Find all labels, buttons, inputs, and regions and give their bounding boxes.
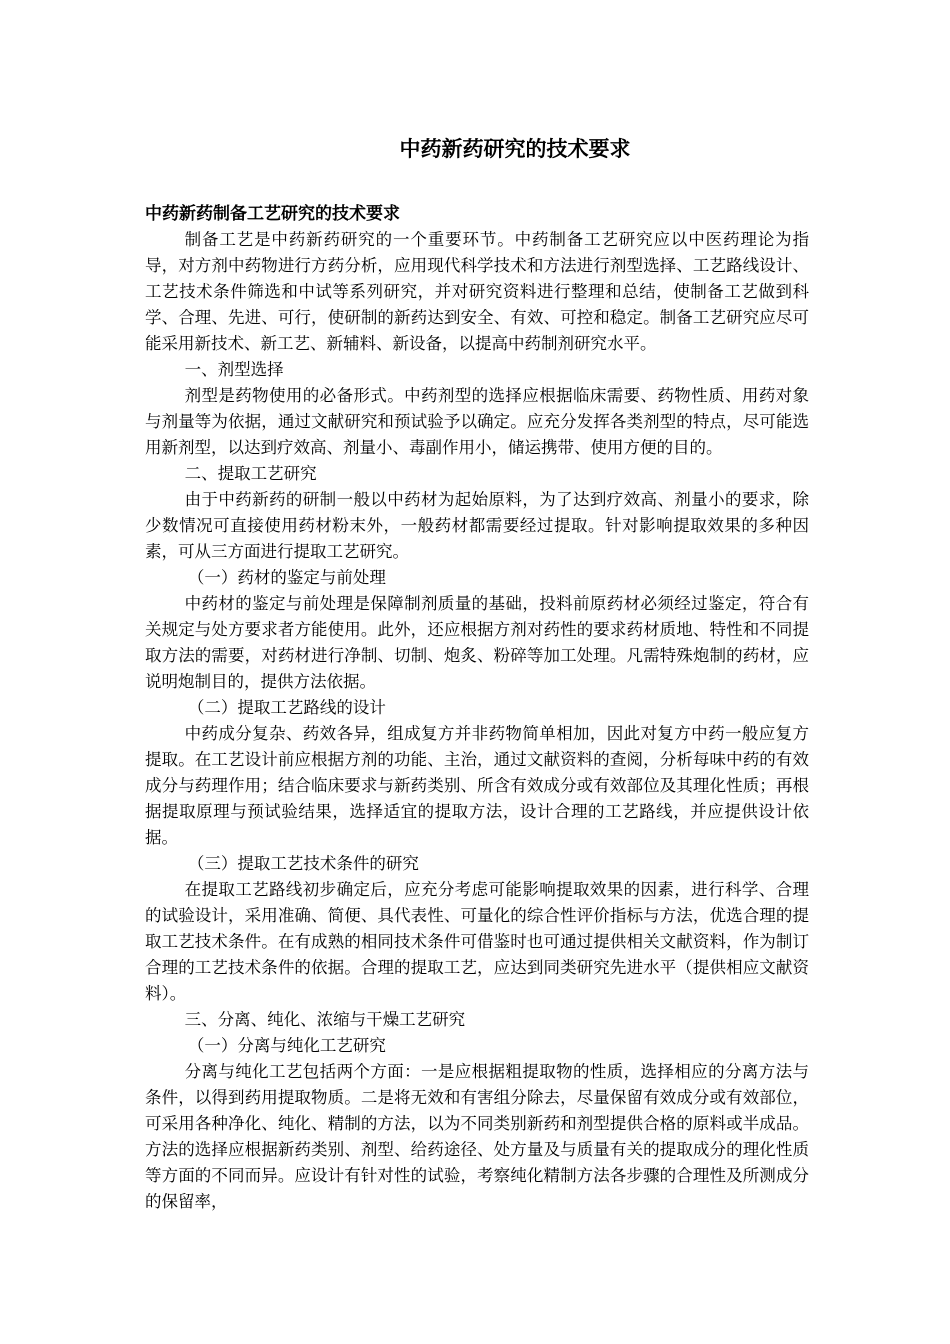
section-heading: 中药新药制备工艺研究的技术要求 [145, 204, 400, 224]
paragraph-separation-purification: 分离与纯化工艺包括两个方面：一是应根据粗提取物的性质，选择相应的分离方法与条件，以得到药用提取物质。二是将无效和有害组分除去，尽量保留有效成分或有效部位，可采用各种净化、纯化、精制的方法，以为不同类别新药和剂型提供合格的原料或半成品。方法的选择应根据新药类别、剂型、给药途径、处方量及与质量有关的提取成分的理化性质等方面的不同而异。应设计有针对性的试验，考察纯化精制方法各步骤的合理性及所测成分的保留率， [145, 1062, 809, 1211]
heading-separation-purification: 三、分离、纯化、浓缩与干燥工艺研究 [184, 1010, 466, 1029]
document-title: 中药新药研究的技术要求 [399, 137, 631, 161]
paragraph-route-design: 中药成分复杂、药效各异，组成复方并非药物简单相加，因此对复方中药一般应复方提取。在工艺设计前应根据方剂的功能、主治，通过文献资料的查阅，分析每味中药的有效成分与药理作用；结合临床要求与新药类别、所含有效成分或有效部位及其理化性质；再根据提取原理与预试验结果，选择适宜的提取方法，设计合理的工艺路线，并应提供设计依据。 [145, 724, 809, 847]
paragraph-extraction: 由于中药新药的研制一般以中药材为起始原料，为了达到疗效高、剂量小的要求，除少数情况可直接使用药材粉末外，一般药材都需要经过提取。针对影响提取效果的多种因素，可从三方面进行提取工艺研究。 [145, 490, 809, 561]
heading-dosage-form-selection: 一、剂型选择 [184, 360, 284, 379]
paragraph-material-identification: 中药材的鉴定与前处理是保障制剂质量的基础，投料前原药材必须经过鉴定，符合有关规定与处方要求者方能使用。此外，还应根据方剂对药性的要求药材质地、特性和不同提取方法的需要，对药材进行净制、切制、炮炙、粉碎等加工处理。凡需特殊炮制的药材，应说明炮制目的，提供方法依据。 [145, 594, 809, 691]
document-body [145, 227, 809, 1215]
paragraph-dosage-form: 剂型是药物使用的必备形式。中药剂型的选择应根据临床需要、药物性质、用药对象与剂量等为依据，通过文献研究和预试验予以确定。应充分发挥各类剂型的特点，尽可能选用新剂型，以达到疗效高、剂量小、毒副作用小，储运携带、使用方便的目的。 [145, 386, 809, 457]
heading-extraction-process: 二、提取工艺研究 [184, 464, 317, 483]
subheading-technical-conditions: （三）提取工艺技术条件的研究 [187, 854, 419, 873]
paragraph-technical-conditions: 在提取工艺路线初步确定后，应充分考虑可能影响提取效果的因素，进行科学、合理的试验设计，采用准确、简便、具代表性、可量化的综合性评价指标与方法，优选合理的提取工艺技术条件。在有成熟的相同技术条件可借鉴时也可通过提供相关文献资料，作为制订合理的工艺技术条件的依据。合理的提取工艺，应达到同类研究先进水平（提供相应文献资料）。 [145, 880, 809, 1003]
subheading-separation-purification: （一）分离与纯化工艺研究 [187, 1036, 386, 1055]
subheading-material-identification: （一）药材的鉴定与前处理 [187, 568, 386, 587]
subheading-route-design: （二）提取工艺路线的设计 [187, 698, 386, 717]
paragraph-intro: 制备工艺是中药新药研究的一个重要环节。中药制备工艺研究应以中医药理论为指导，对方剂中药物进行方药分析，应用现代科学技术和方法进行剂型选择、工艺路线设计、工艺技术条件筛选和中试等系列研究，并对研究资料进行整理和总结，使制备工艺做到科学、合理、先进、可行，使研制的新药达到安全、有效、可控和稳定。制备工艺研究应尽可能采用新技术、新工艺、新辅料、新设备，以提高中药制剂研究水平。 [145, 230, 809, 353]
